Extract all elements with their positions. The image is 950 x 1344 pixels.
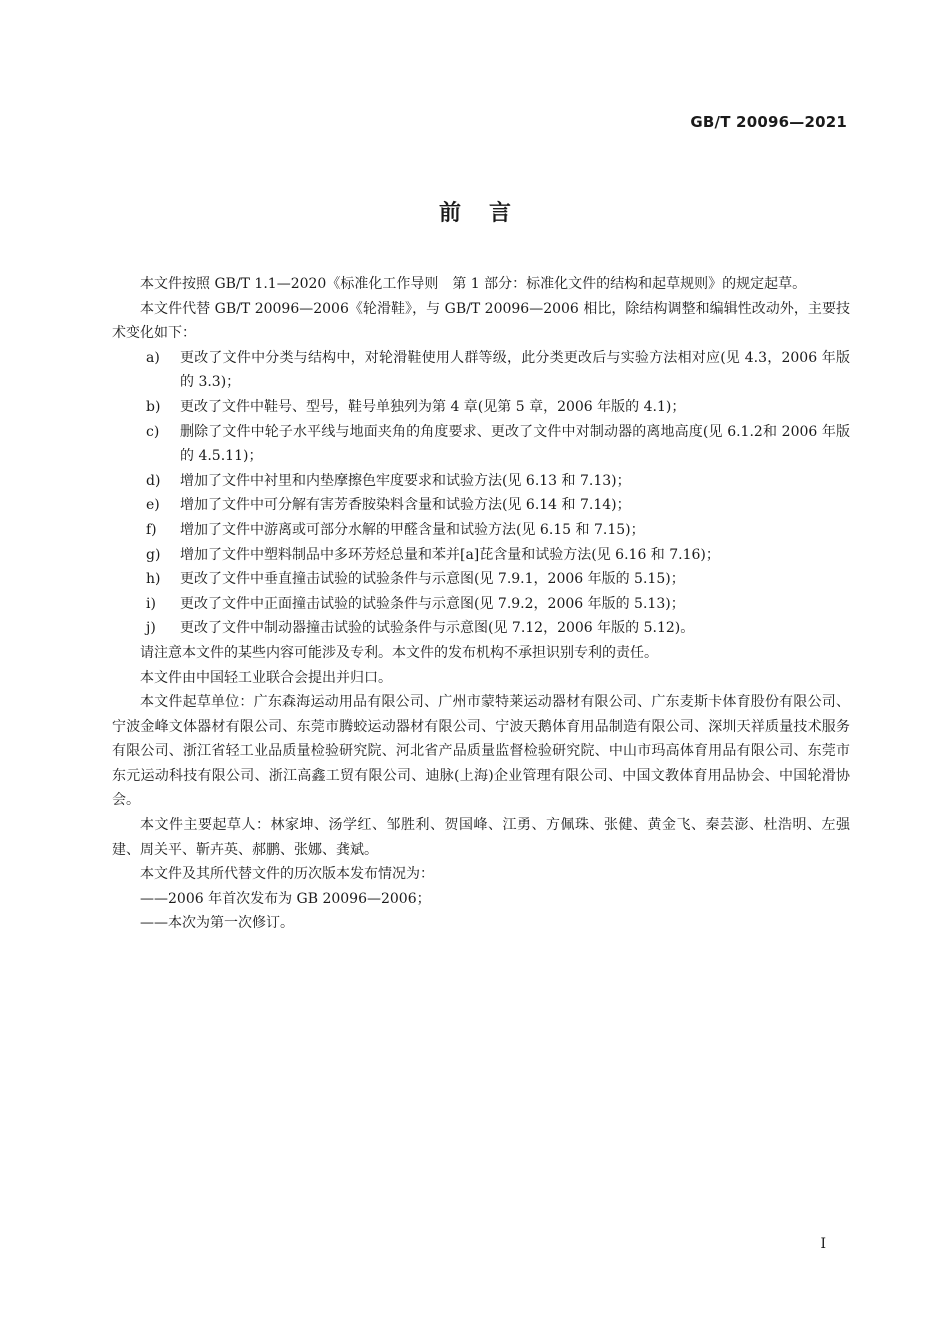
version-history-item: ——本次为第一次修订。 xyxy=(140,915,294,932)
list-item-mark: a) xyxy=(146,349,160,366)
list-item-text: 增加了文件中塑料制品中多环芳烃总量和苯并[a]芘含量和试验方法(见 6.16 和 7.16)； xyxy=(180,546,720,563)
standard-number: GB/T 20096—2021 xyxy=(690,113,847,131)
list-item-text: 更改了文件中鞋号、型号，鞋号单独列为第 4 章(见第 5 章，2006 年版的 4.1)； xyxy=(180,398,686,415)
intro-paragraph-replacement: 本文件代替 GB/T 20096—2006《轮滑鞋》，与 GB/T 20096—2006 相比，除结构调整和编辑性改动外，主要技术变化如下： xyxy=(112,300,850,342)
page-title: 前言 xyxy=(438,201,539,226)
list-item-mark: c) xyxy=(146,423,160,440)
list-item-text: 更改了文件中正面撞击试验的试验条件与示意图(见 7.9.2，2006 年版的 5.13)； xyxy=(180,595,685,612)
list-item-mark: h) xyxy=(146,571,161,588)
version-history-item: ——2006 年首次发布为 GB 20096—2006； xyxy=(140,890,431,907)
version-history-intro: 本文件及其所代替文件的历次版本发布情况为： xyxy=(140,866,434,883)
list-item-text: 增加了文件中衬里和内垫摩擦色牢度要求和试验方法(见 6.13 和 7.13)； xyxy=(180,472,631,489)
list-item-mark: e) xyxy=(146,497,160,514)
list-item xyxy=(112,346,850,395)
intro-paragraph-drafting-rules: 本文件按照 GB/T 1.1—2020《标准化工作导则 第 1 部分：标准化文件的结构和起草规则》的规定起草。 xyxy=(140,276,807,292)
page-number: I xyxy=(820,1236,826,1252)
list-item xyxy=(112,493,850,518)
list-item xyxy=(112,567,850,592)
drafting-units-paragraph: 本文件起草单位：广东森海运动用品有限公司、广州市蒙特莱运动器材有限公司、广东麦斯卡体育股份有限公司、宁波金峰文体器材有限公司、东莞市腾蛟运动器材有限公司、宁波天鹅体育用品制造有限公司、深圳天祥质量技术服务有限公司、浙江省轻工业品质量检验研究院、河北省产品质量监督检验研究院、中山市玛高体育用品有限公司、东莞市东元运动科技有限公司、浙江高鑫工贸有限公司、迪脉(上海)企业管理有限公司、中国文教体育用品协会、中国轮滑协会。 xyxy=(112,694,850,809)
list-item-mark: b) xyxy=(146,398,161,415)
list-item-mark: f) xyxy=(146,521,157,538)
list-item-mark: d) xyxy=(146,472,161,489)
technical-changes-list xyxy=(112,346,850,641)
list-item xyxy=(112,420,850,469)
list-item xyxy=(112,395,850,420)
list-item-text: 更改了文件中垂直撞击试验的试验条件与示意图(见 7.9.1，2006 年版的 5.15)； xyxy=(180,571,685,588)
proposer-paragraph: 本文件由中国轻工业联合会提出并归口。 xyxy=(140,669,392,686)
patent-notice-paragraph: 请注意本文件的某些内容可能涉及专利。本文件的发布机构不承担识别专利的责任。 xyxy=(140,644,658,661)
list-item xyxy=(112,543,850,568)
list-item xyxy=(112,592,850,617)
list-item xyxy=(112,469,850,494)
list-item xyxy=(112,518,850,543)
list-item-text: 删除了文件中轮子水平线与地面夹角的角度要求、更改了文件中对制动器的离地高度(见 6.1.2和 2006 年版的 4.5.11)； xyxy=(180,423,850,465)
list-item-text: 更改了文件中制动器撞击试验的试验条件与示意图(见 7.12，2006 年版的 5.12)。 xyxy=(180,620,695,637)
list-item-mark: i) xyxy=(146,595,156,612)
drafters-paragraph: 本文件主要起草人：林家坤、汤学红、邹胜利、贺国峰、江勇、方佩珠、张健、黄金飞、秦芸澎、杜浩明、左强建、周关平、靳卉英、郝鹏、张娜、龚斌。 xyxy=(112,817,850,858)
list-item-text: 增加了文件中游离或可部分水解的甲醛含量和试验方法(见 6.15 和 7.15)； xyxy=(180,521,645,538)
list-item xyxy=(112,616,850,641)
list-item-text: 更改了文件中分类与结构中，对轮滑鞋使用人群等级，此分类更改后与实验方法相对应(见 4.3，2006 年版的 3.3)； xyxy=(180,349,850,391)
list-item-mark: j) xyxy=(146,620,156,637)
list-item-mark: g) xyxy=(146,546,161,563)
foreword-body xyxy=(112,272,850,936)
list-item-text: 增加了文件中可分解有害芳香胺染料含量和试验方法(见 6.14 和 7.14)； xyxy=(180,497,631,514)
